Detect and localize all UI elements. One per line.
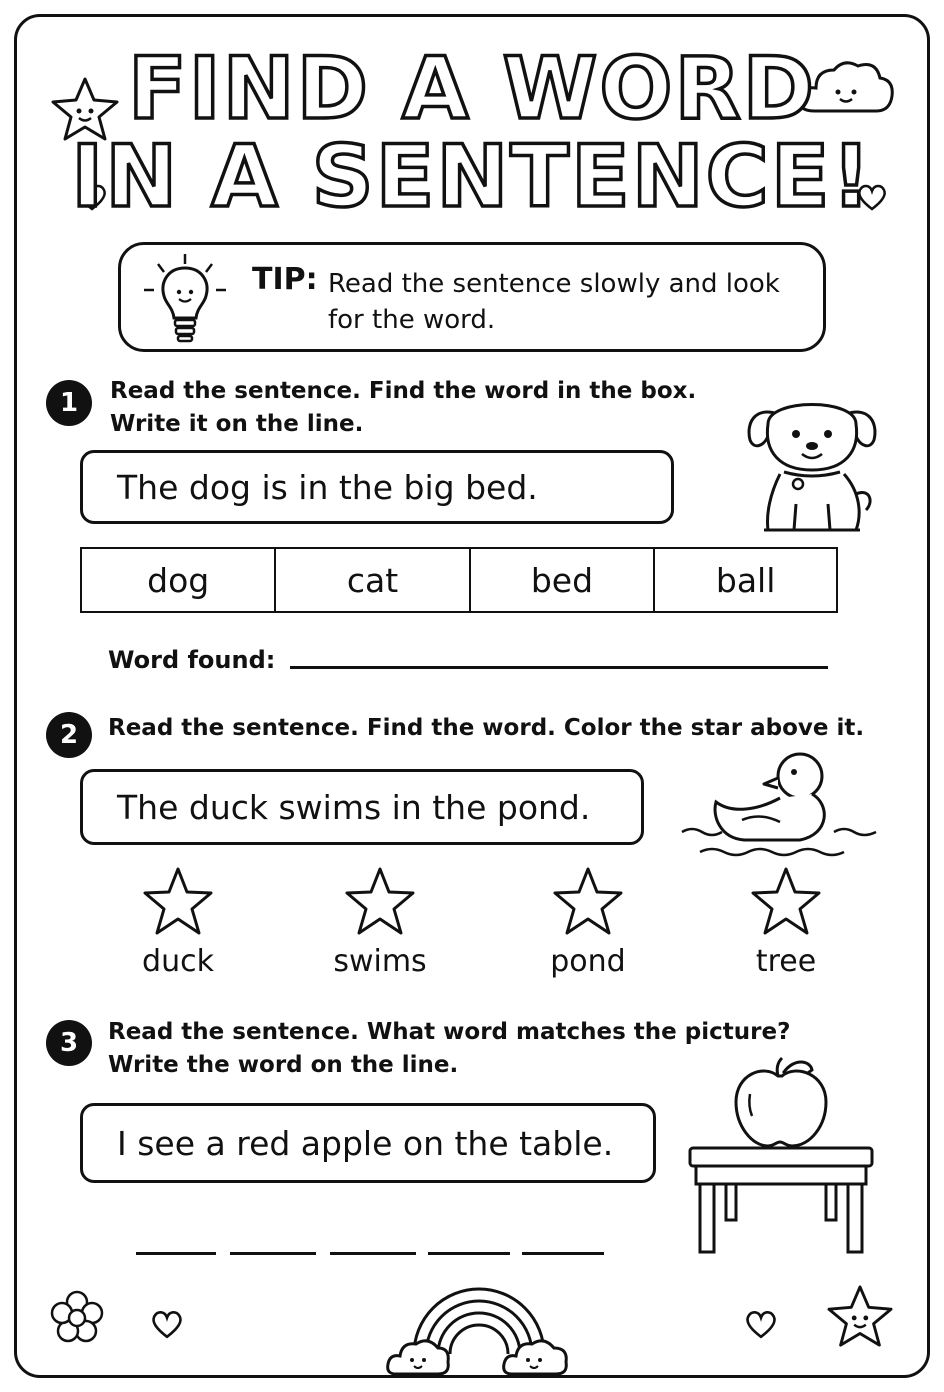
tip-label: TIP: [252,262,318,297]
q2-instruction: Read the sentence. Find the word. Color the star above it. [108,715,865,741]
star-icon [826,1284,894,1348]
q3-instruction-line1: Read the sentence. What word matches the picture? [108,1019,791,1045]
heart-icon [744,1308,778,1340]
q2-sentence-box: The duck swims in the pond. [80,769,644,845]
page-title-line2: IN A SENTENCE! [71,127,873,227]
q1-word-choices [80,547,838,613]
star-word-pond: pond [550,944,626,979]
q1-instruction-line2: Write it on the line. [110,411,364,437]
rainbow-icon [384,1282,574,1380]
flower-icon [50,1290,104,1344]
q3-instruction-line2: Write the word on the line. [108,1052,459,1078]
letter-blank-1[interactable] [136,1252,216,1255]
question-number-3: 3 [46,1020,92,1066]
q1-instruction-line1: Read the sentence. Find the word in the box. [110,378,697,404]
letter-blank-2[interactable] [230,1252,316,1255]
word-choice-cat[interactable]: cat [275,548,469,612]
word-found-line[interactable] [290,666,828,669]
word-choice-dog[interactable]: dog [81,548,275,612]
apple-on-table-icon [686,1054,876,1258]
star-icon[interactable] [344,866,416,936]
word-found-label: Word found: [108,646,276,674]
letter-blank-4[interactable] [428,1252,510,1255]
dog-icon [744,384,880,536]
star-icon[interactable] [750,866,822,936]
star-word-swims: swims [333,944,427,979]
tip-text: Read the sentence slowly and look for the word. [328,269,780,335]
star-icon[interactable] [142,866,214,936]
word-choice-bed[interactable]: bed [470,548,655,612]
star-word-duck: duck [142,944,214,979]
duck-icon [680,748,880,860]
page-title-line1: FIND A WORD [127,39,817,139]
star-icon[interactable] [552,866,624,936]
question-number-2: 2 [46,712,92,758]
q3-sentence-box: I see a red apple on the table. [80,1103,656,1183]
letter-blank-3[interactable] [330,1252,416,1255]
letter-blank-5[interactable] [522,1252,604,1255]
heart-icon [150,1308,184,1340]
lightbulb-icon [140,252,230,344]
question-number-1: 1 [46,380,92,426]
word-choice-ball[interactable]: ball [654,548,837,612]
star-word-tree: tree [755,944,817,979]
q1-sentence-box: The dog is in the big bed. [80,450,674,524]
